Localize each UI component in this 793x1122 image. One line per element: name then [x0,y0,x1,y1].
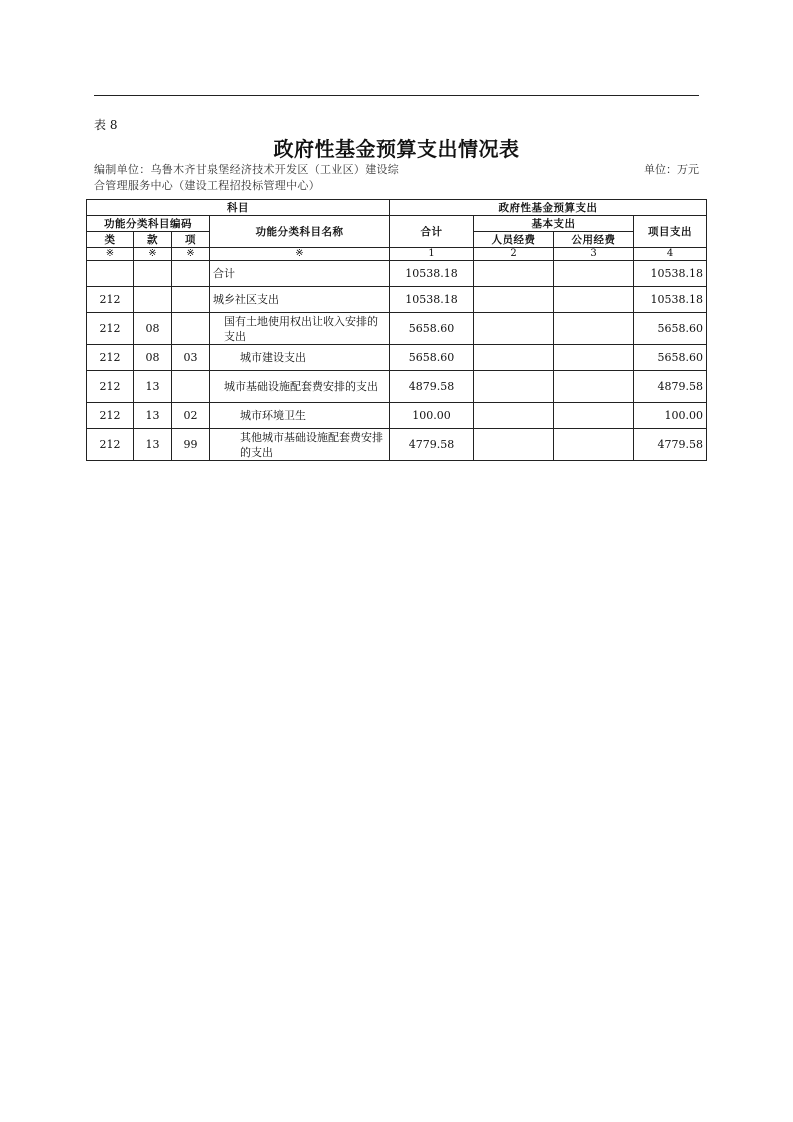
cell-name: 合计 [210,261,390,287]
cell-project: 4879.58 [634,371,707,403]
cell-xiang [172,287,210,313]
header-xiang: 项 [172,232,210,248]
cell-lei [87,261,134,287]
cell-project: 100.00 [634,403,707,429]
marker-cell: 1 [390,248,474,261]
cell-kuan: 08 [134,345,172,371]
header-personnel: 人员经费 [474,232,554,248]
header-basic: 基本支出 [474,216,634,232]
unit-label: 单位：万元 [644,163,699,176]
cell-lei: 212 [87,371,134,403]
table-row [87,371,707,403]
marker-cell: ※ [87,248,134,261]
cell-total: 5658.60 [390,313,474,345]
cell-xiang [172,313,210,345]
cell-name: 城乡社区支出 [210,287,390,313]
cell-total: 100.00 [390,403,474,429]
cell-name: 其他城市基础设施配套费安排的支出 [210,429,390,461]
marker-cell: 4 [634,248,707,261]
cell-project: 10538.18 [634,261,707,287]
cell-name: 城市基础设施配套费安排的支出 [210,371,390,403]
cell-public [554,371,634,403]
cell-public [554,261,634,287]
table-row [87,261,707,287]
cell-total: 4879.58 [390,371,474,403]
cell-total: 10538.18 [390,261,474,287]
cell-personnel [474,371,554,403]
table-row [87,429,707,461]
header-total: 合计 [390,216,474,248]
marker-cell: ※ [172,248,210,261]
cell-lei: 212 [87,403,134,429]
header-subject: 科目 [87,200,390,216]
cell-name: 城市环境卫生 [210,403,390,429]
cell-kuan [134,287,172,313]
marker-cell: ※ [134,248,172,261]
cell-public [554,313,634,345]
cell-lei: 212 [87,313,134,345]
cell-name: 国有土地使用权出让收入安排的支出 [210,313,390,345]
cell-personnel [474,313,554,345]
header-project: 项目支出 [634,216,707,248]
header-lei: 类 [87,232,134,248]
marker-row [87,248,707,261]
marker-cell: ※ [210,248,390,261]
cell-public [554,429,634,461]
cell-kuan: 13 [134,371,172,403]
cell-xiang: 03 [172,345,210,371]
table-row [87,403,707,429]
cell-total: 4779.58 [390,429,474,461]
cell-project: 5658.60 [634,345,707,371]
header-code: 功能分类科目编码 [87,216,210,232]
cell-project: 10538.18 [634,287,707,313]
cell-kuan: 08 [134,313,172,345]
top-rule [94,95,699,96]
cell-xiang: 02 [172,403,210,429]
cell-kuan: 13 [134,403,172,429]
cell-lei: 212 [87,287,134,313]
header-public: 公用经费 [554,232,634,248]
marker-cell: 2 [474,248,554,261]
fund-expenditure-table [86,199,707,461]
cell-xiang: 99 [172,429,210,461]
cell-public [554,403,634,429]
header-fund-expense: 政府性基金预算支出 [390,200,707,216]
table-row [87,287,707,313]
table-row [87,313,707,345]
cell-kuan: 13 [134,429,172,461]
cell-total: 10538.18 [390,287,474,313]
cell-personnel [474,403,554,429]
cell-project: 5658.60 [634,313,707,345]
cell-kuan [134,261,172,287]
cell-lei: 212 [87,429,134,461]
cell-xiang [172,371,210,403]
cell-total: 5658.60 [390,345,474,371]
marker-cell: 3 [554,248,634,261]
page-title: 政府性基金预算支出情况表 [273,137,520,161]
cell-personnel [474,429,554,461]
header-kuan: 款 [134,232,172,248]
cell-name: 城市建设支出 [210,345,390,371]
cell-public [554,287,634,313]
cell-xiang [172,261,210,287]
table-row [87,345,707,371]
cell-personnel [474,287,554,313]
header-subject-name: 功能分类科目名称 [210,216,390,248]
compiling-unit: 编制单位：乌鲁木齐甘泉堡经济技术开发区（工业区）建设综合管理服务中心（建设工程招投标管理中心） [94,163,400,192]
cell-project: 4779.58 [634,429,707,461]
table-number: 表 8 [94,118,118,132]
cell-personnel [474,261,554,287]
cell-lei: 212 [87,345,134,371]
cell-personnel [474,345,554,371]
cell-public [554,345,634,371]
